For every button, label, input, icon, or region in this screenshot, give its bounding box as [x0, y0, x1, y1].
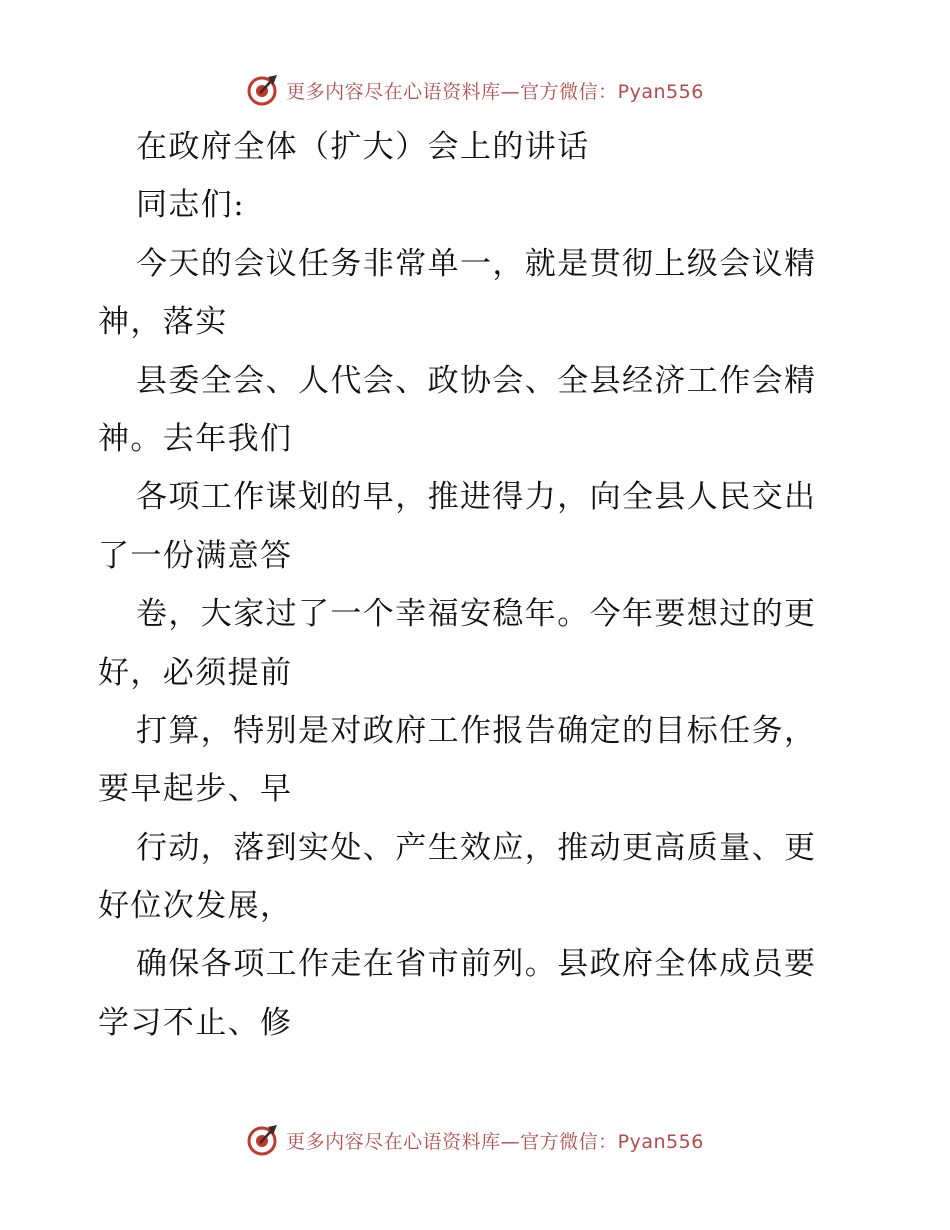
paragraph-line: 卷，大家过了一个幸福安稳年。今年要想过的更: [136, 596, 817, 633]
paragraph-line: 确保各项工作走在省市前列。县政府全体成员要: [136, 946, 817, 983]
brush-seal-logo-icon: [246, 1123, 280, 1157]
paragraph-line: 各项工作谋划的早，推进得力，向全县人民交出: [136, 479, 817, 516]
footer-banner: [0, 1120, 950, 1160]
paragraph-line: 今天的会议任务非常单一，就是贯彻上级会议精: [136, 245, 817, 282]
paragraph-line: 县委全会、人代会、政协会、全县经济工作会精: [136, 362, 817, 399]
paragraph-line: 神，落实: [98, 304, 228, 341]
footer-banner-text: 更多内容尽在心语资料库—官方微信：Pyan556: [286, 1130, 704, 1153]
document-body: [98, 118, 858, 1052]
document-title: 在政府全体（扩大）会上的讲话: [136, 129, 590, 165]
paragraph-line: 神。去年我们: [98, 420, 293, 457]
paragraph-line: 学习不止、修: [98, 1004, 293, 1041]
paragraph-line: 行动，落到实处、产生效应，推动更高质量、更: [136, 829, 817, 866]
salutation: 同志们:: [136, 187, 246, 224]
header-banner-text: 更多内容尽在心语资料库—官方微信：Pyan556: [286, 80, 704, 103]
paragraph-line: 打算，特别是对政府工作报告确定的目标任务，: [136, 712, 817, 749]
paragraph-line: 好位次发展，: [98, 888, 293, 925]
paragraph-line: 好，必须提前: [98, 654, 293, 691]
paragraph-line: 了一份满意答: [98, 537, 293, 574]
header-banner: [0, 70, 950, 110]
paragraph-line: 要早起步、早: [98, 771, 293, 808]
brush-seal-logo-icon: [246, 73, 280, 107]
